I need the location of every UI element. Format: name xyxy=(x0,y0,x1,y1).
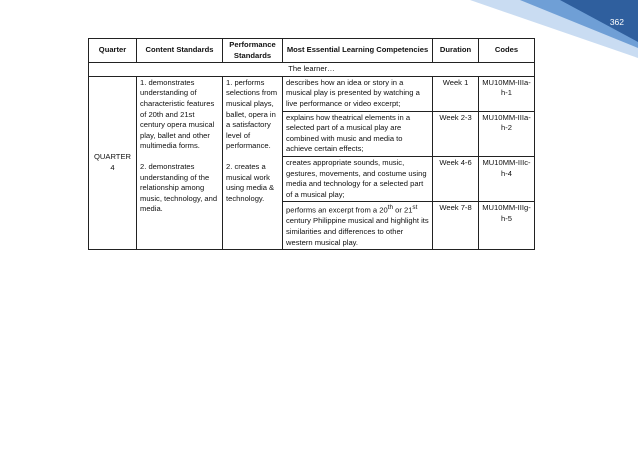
learner-label: The learner… xyxy=(89,63,535,77)
code-cell: MU10MM-IIIg-h-5 xyxy=(479,202,535,250)
page-number: 362 xyxy=(609,17,624,27)
header-codes: Codes xyxy=(479,39,535,63)
competency-text: century Philippine musical and highlight its similarities and differences to other western musical play. xyxy=(286,216,429,247)
duration-cell: Week 7-8 xyxy=(433,202,479,250)
performance-standard-1: 1. performs selections from musical plays, ballet, opera in a satisfactory level of performance. xyxy=(226,77,278,151)
code-cell: MU10MM-IIIa-h-2 xyxy=(479,111,535,156)
header-competencies: Most Essential Learning Competencies xyxy=(283,39,433,63)
content-standards-cell xyxy=(137,76,223,249)
duration-cell: Week 2-3 xyxy=(433,111,479,156)
duration-cell: Week 1 xyxy=(433,76,479,111)
content-standard-2: 2. demonstrates understanding of the relationship among music, technology, and media. xyxy=(140,161,218,214)
superscript-th: th xyxy=(387,204,393,212)
curriculum-guide-table xyxy=(88,38,535,250)
performance-standards-cell xyxy=(223,76,283,249)
competency-cell: describes how an idea or story in a musical play is presented by watching a live performance or video excerpt; xyxy=(283,76,433,111)
superscript-st: st xyxy=(412,204,418,212)
header-performance-standards: Performance Standards xyxy=(223,39,283,63)
competency-text: performs an excerpt from a 20 xyxy=(286,205,388,215)
header-duration: Duration xyxy=(433,39,479,63)
competency-cell: creates appropriate sounds, music, gestures, movements, and costume using media and technology for a selected part of a musical play; xyxy=(283,156,433,201)
competency-text: or 21 xyxy=(393,205,413,215)
code-cell: MU10MM-IIIc-h-4 xyxy=(479,156,535,201)
duration-cell: Week 4-6 xyxy=(433,156,479,201)
learner-row xyxy=(89,63,535,77)
performance-standard-2: 2. creates a musical work using media & technology. xyxy=(226,161,275,203)
header-quarter: Quarter xyxy=(89,39,137,63)
competency-cell xyxy=(283,202,433,250)
table-row xyxy=(89,76,535,111)
code-cell: MU10MM-IIIa-h-1 xyxy=(479,76,535,111)
content-standard-1: 1. demonstrates understanding of characteristic features of 20th and 21st century opera musical play, ballet and other multimedia forms. xyxy=(140,77,215,151)
competency-cell: explains how theatrical elements in a selected part of a musical play are combined with music and media to achieve certain effects; xyxy=(283,111,433,156)
quarter-cell: QUARTER 4 xyxy=(89,76,137,249)
table-header-row xyxy=(89,39,535,63)
header-content-standards: Content Standards xyxy=(137,39,223,63)
